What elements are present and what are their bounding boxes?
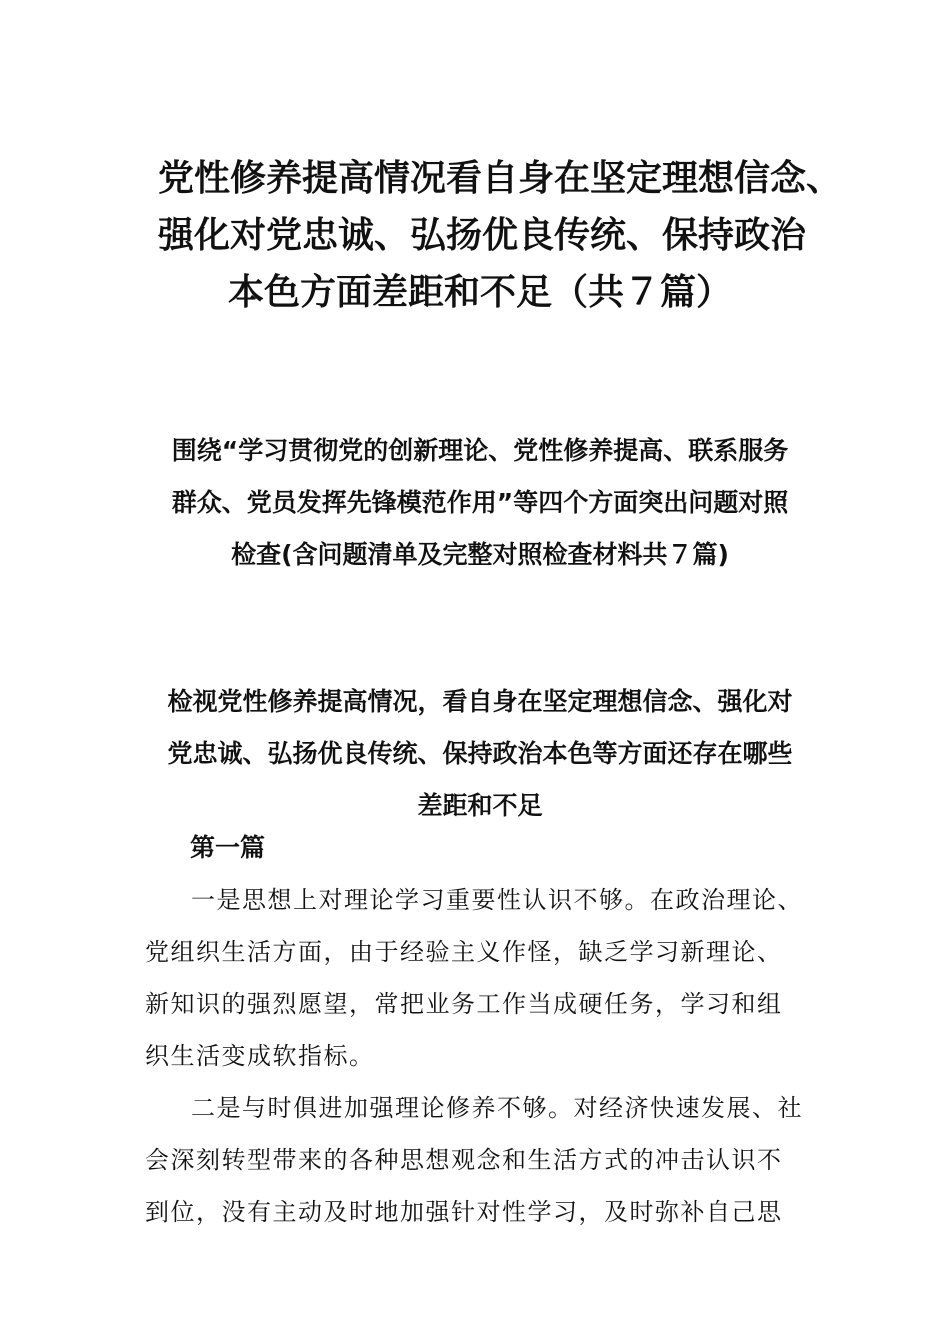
- paragraph-1: [145, 874, 810, 1082]
- paragraph-line: 织生活变成软指标。: [145, 1042, 375, 1070]
- paragraph-2: [145, 1082, 810, 1238]
- heading-line-2: 党忠诚、弘扬优良传统、保持政治本色等方面还存在哪些: [167, 739, 793, 768]
- heading-line-1: 检视党性修养提高情况，看自身在坚定理想信念、强化对: [167, 687, 793, 716]
- title-line-2: 强化对党忠诚、弘扬优良传统、保持政治: [158, 215, 807, 256]
- paragraph-line: 党组织生活方面，由于经验主义作怪，缺乏学习新理论、: [145, 938, 783, 966]
- subtitle-line-1: 围绕“学习贯彻党的创新理论、党性修养提高、联系服务: [171, 436, 789, 465]
- title-line-1: 党性修养提高情况看自身在坚定理想信念、: [158, 158, 843, 199]
- title-line-3: 本色方面差距和不足（共７篇）: [228, 272, 733, 313]
- paragraph-line: 二是与时俱进加强理论修养不够。对经济快速发展、社: [191, 1094, 803, 1122]
- section-heading: [150, 676, 810, 832]
- subtitle-line-2: 群众、党员发挥先锋模范作用”等四个方面突出问题对照: [171, 488, 789, 517]
- paragraph-line: 一是思想上对理论学习重要性认识不够。在政治理论、: [191, 886, 803, 914]
- paragraph-line: 新知识的强烈愿望，常把业务工作当成硬任务，学习和组: [145, 990, 783, 1018]
- paragraph-line: 到位，没有主动及时地加强针对性学习，及时弥补自己思: [145, 1198, 783, 1226]
- document-subtitle: [150, 425, 810, 581]
- heading-line-3: 差距和不足: [417, 791, 543, 820]
- subtitle-line-3: 检查(含问题清单及完整对照检查材料共７篇): [231, 540, 729, 569]
- paragraph-line: 会深刻转型带来的各种思想观念和生活方式的冲击认识不: [145, 1146, 783, 1174]
- document-title: [150, 150, 843, 321]
- part-label: 第一篇: [190, 833, 266, 862]
